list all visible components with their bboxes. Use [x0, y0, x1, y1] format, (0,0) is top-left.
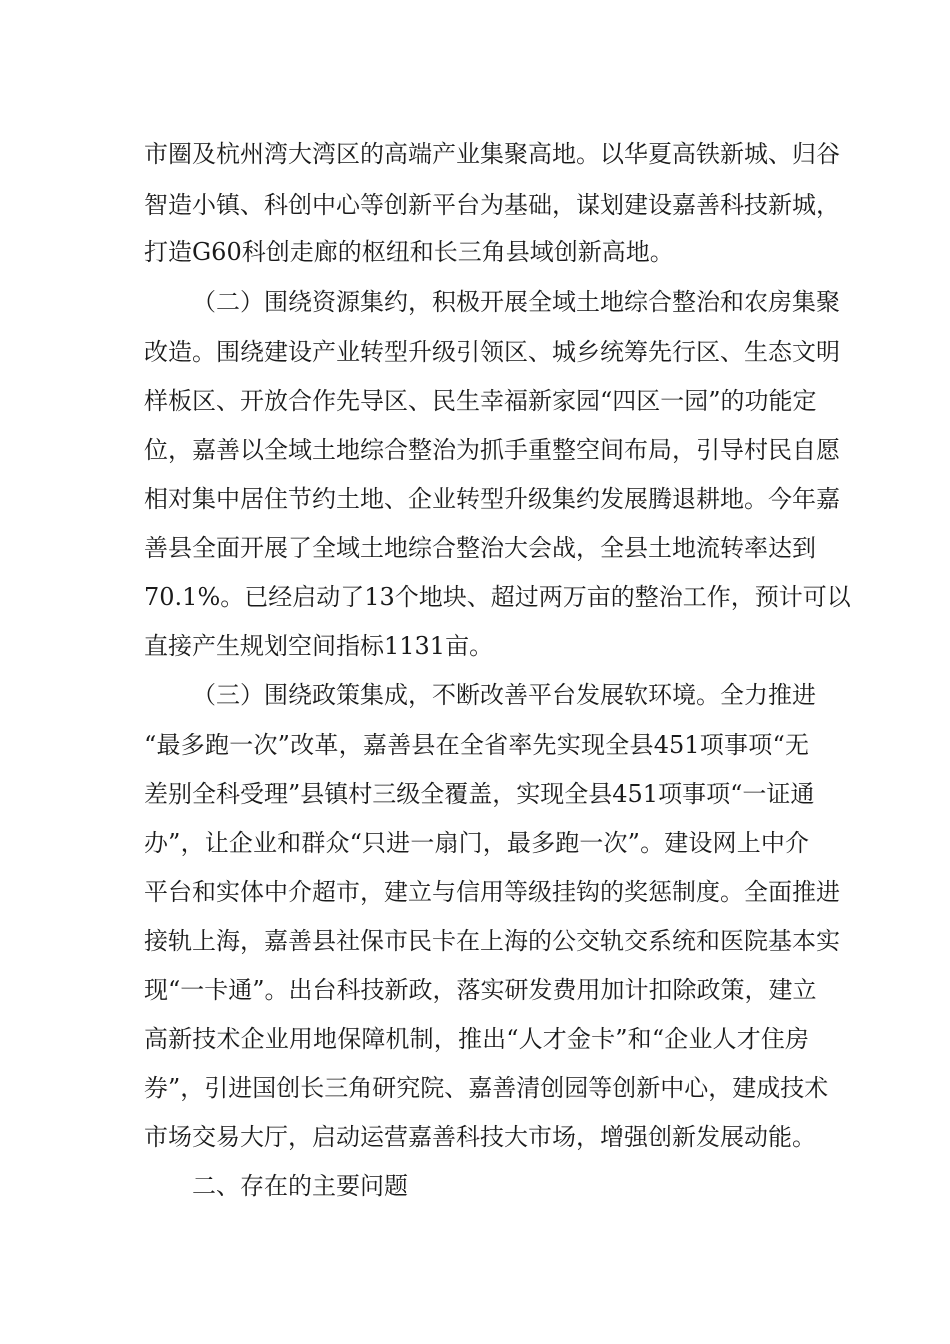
body-text-line: 位，嘉善以全域土地综合整治为抓手重整空间布局，引导村民自愿: [144, 436, 840, 464]
body-text-line: “最多跑一次”改革，嘉善县在全省率先实现全县451项事项“无: [144, 731, 809, 759]
body-text-line: 打造G60科创走廊的枢纽和长三角县域创新高地。: [144, 238, 674, 266]
section-heading: 二、存在的主要问题: [192, 1172, 408, 1200]
body-text-line: 70.1%。已经启动了13个地块、超过两万亩的整治工作，预计可以: [144, 583, 851, 611]
body-text-line: 券”，引进国创长三角研究院、嘉善清创园等创新中心，建成技术: [144, 1074, 829, 1102]
paragraph-heading-2: （二）围绕资源集约，积极开展全域土地综合整治和农房集聚: [192, 288, 840, 316]
body-text-line: 样板区、开放合作先导区、民生幸福新家园“四区一园”的功能定: [144, 387, 817, 415]
body-text-line: 智造小镇、科创中心等创新平台为基础，谋划建设嘉善科技新城，: [144, 191, 840, 219]
body-text-line: 相对集中居住节约土地、企业转型升级集约发展腾退耕地。今年嘉: [144, 485, 840, 513]
body-text-line: 接轨上海，嘉善县社保市民卡在上海的公交轨交系统和医院基本实: [144, 927, 840, 955]
paragraph-heading-3: （三）围绕政策集成，不断改善平台发展软环境。全力推进: [192, 681, 816, 709]
body-text-line: 直接产生规划空间指标1131亩。: [144, 632, 494, 660]
body-text-line: 善县全面开展了全域土地综合整治大会战，全县土地流转率达到: [144, 534, 816, 562]
body-text-line: 市场交易大厅，启动运营嘉善科技大市场，增强创新发展动能。: [144, 1123, 816, 1151]
body-text-line: 办”，让企业和群众“只进一扇门，最多跑一次”。建设网上中介: [144, 829, 809, 857]
body-text-line: 平台和实体中介超市，建立与信用等级挂钩的奖惩制度。全面推进: [144, 878, 840, 906]
body-text-line: 市圈及杭州湾大湾区的高端产业集聚高地。以华夏高铁新城、归谷: [144, 140, 840, 168]
body-text-line: 高新技术企业用地保障机制，推出“人才金卡”和“企业人才住房: [144, 1025, 809, 1053]
body-text-line: 现“一卡通”。出台科技新政，落实研发费用加计扣除政策，建立: [144, 976, 817, 1004]
body-text-line: 差别全科受理”县镇村三级全覆盖，实现全县451项事项“一证通: [144, 780, 815, 808]
body-text-line: 改造。围绕建设产业转型升级引领区、城乡统筹先行区、生态文明: [144, 338, 840, 366]
